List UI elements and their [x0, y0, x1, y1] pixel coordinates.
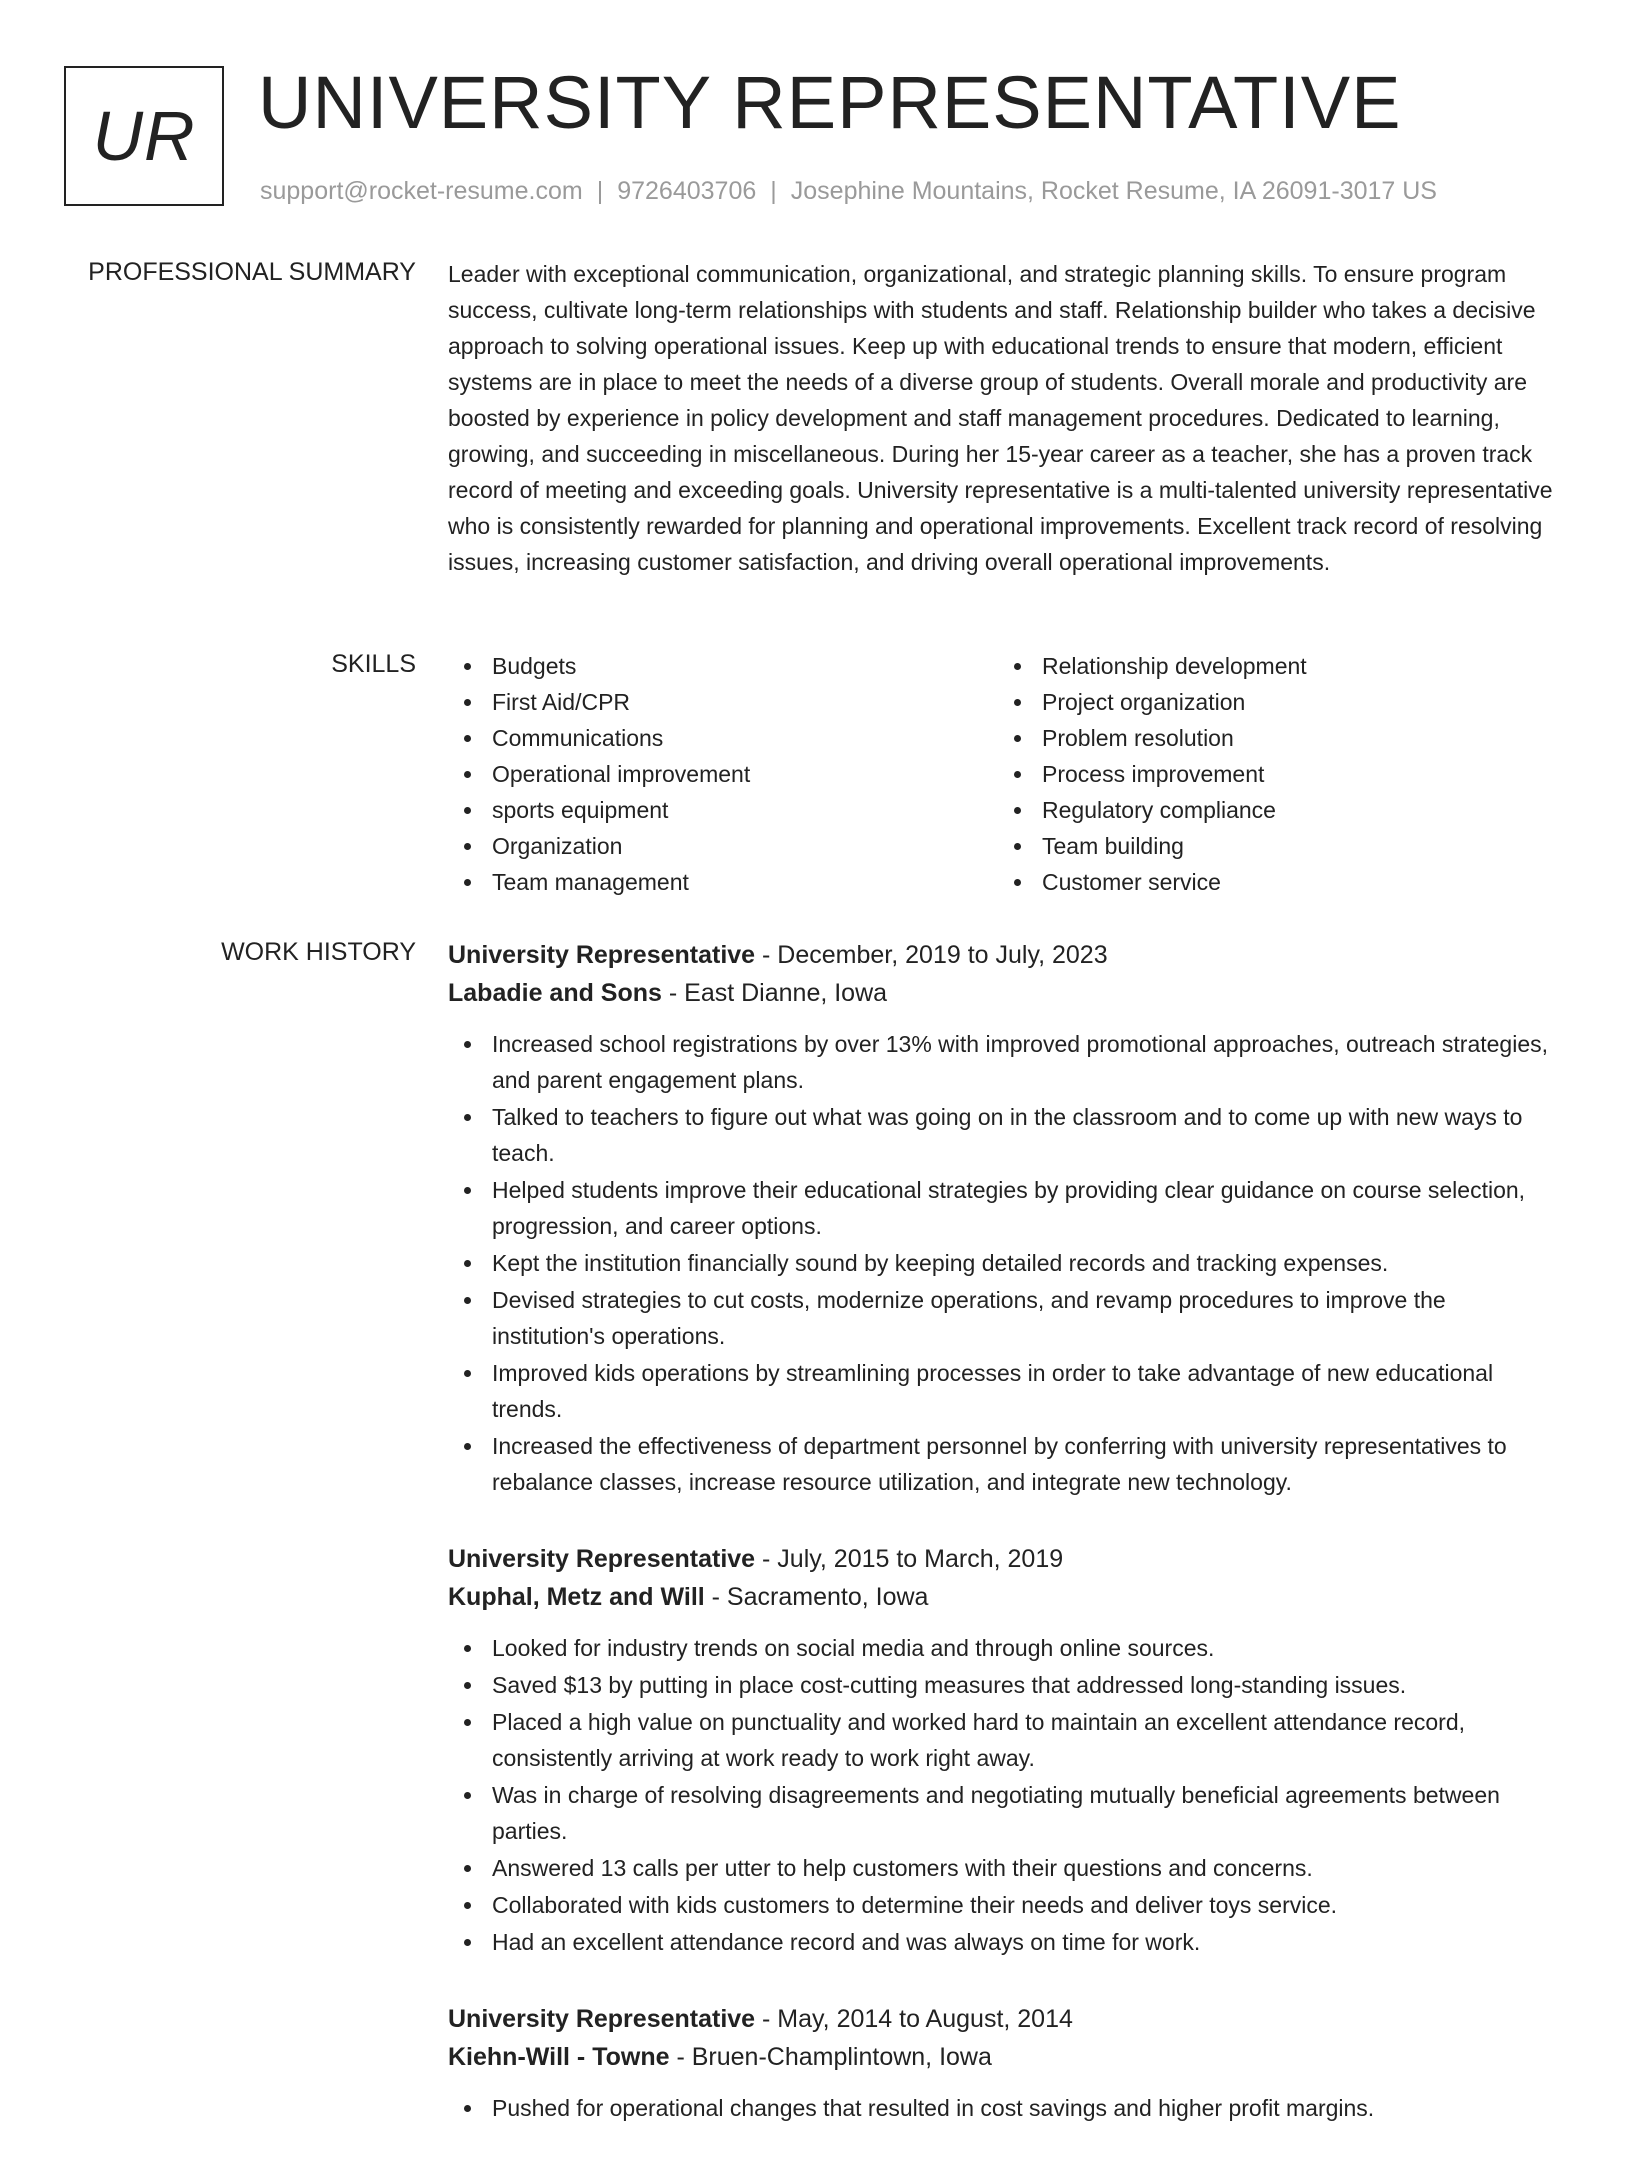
job-location: - East Dianne, Iowa	[661, 979, 888, 1007]
job-location: - Bruen-Champlintown, Iowa	[669, 2043, 992, 2071]
job-title: University Representative	[448, 2005, 756, 2033]
summary-text: Leader with exceptional communication, organizational, and strategic planning skills. To ensure program success, cultivate long-term relationships with students and staff. Relationship builder who takes a decisive approach to solving operational issues. Keep up with educational trends to ensure that modern, efficient systems are in place to meet the needs of a diverse group of students. Overall morale and productivity are boosted by experience in policy development and staff management procedures. Dedicated to learning, growing, and succeeding in miscellaneous. During her 15-year career as a teacher, she has a proven track record of meeting and exceeding goals. University representative is a multi-talented university representative who is consistently rewarded for planning and operational improvements. Excellent track record of resolving issues, increasing customer satisfaction, and driving overall operational improvements.	[448, 261, 1553, 575]
job-entry	[448, 936, 1560, 1500]
job-list	[448, 936, 1560, 2166]
skill-item: sports equipment	[448, 792, 998, 828]
skill-item: Operational improvement	[448, 756, 998, 792]
skill-item: Relationship development	[998, 648, 1548, 684]
monogram-logo	[64, 66, 224, 206]
job-bullet: Saved $13 by putting in place cost-cutting measures that addressed long-standing issues.	[448, 1667, 1560, 1703]
contact-phone[interactable]: 9726403706	[617, 177, 757, 205]
job-location: - Sacramento, Iowa	[704, 1583, 929, 1611]
job-company-line	[448, 2038, 1560, 2076]
job-title-line	[448, 1540, 1560, 1578]
skill-item: First Aid/CPR	[448, 684, 998, 720]
job-company: Kuphal, Metz and Will	[448, 1583, 705, 1611]
contact-line	[260, 176, 1437, 206]
job-entry	[448, 2000, 1560, 2126]
job-company: Labadie and Sons	[448, 979, 662, 1007]
job-bullet: Pushed for operational changes that resulted in cost savings and higher profit margins.	[448, 2090, 1560, 2126]
resume-title: UNIVERSITY REPRESENTATIVE	[258, 61, 1402, 144]
contact-separator: |	[770, 177, 777, 205]
job-bullet: Had an excellent attendance record and was always on time for work.	[448, 1924, 1560, 1960]
job-bullet-list	[448, 2090, 1560, 2126]
job-bullet: Collaborated with kids customers to determine their needs and deliver toys service.	[448, 1887, 1560, 1923]
skills-list-right	[998, 648, 1548, 900]
job-entry	[448, 1540, 1560, 1960]
skill-item: Problem resolution	[998, 720, 1548, 756]
skill-item: Process improvement	[998, 756, 1548, 792]
skill-item: Customer service	[998, 864, 1548, 900]
job-bullet: Kept the institution financially sound by keeping detailed records and tracking expenses.	[448, 1245, 1560, 1281]
job-bullet: Placed a high value on punctuality and worked hard to maintain an excellent attendance record, consistently arriving at work ready to work right away.	[448, 1704, 1560, 1776]
job-title: University Representative	[448, 941, 756, 969]
skill-item: Team management	[448, 864, 998, 900]
job-dates: - July, 2015 to March, 2019	[755, 1545, 1064, 1573]
contact-separator: |	[596, 177, 604, 205]
contact-address: Josephine Mountains, Rocket Resume, IA 26091-3017 US	[790, 177, 1437, 205]
summary-heading: PROFESSIONAL SUMMARY	[88, 258, 416, 286]
job-bullet: Helped students improve their educational strategies by providing clear guidance on course selection, progression, and career options.	[448, 1172, 1560, 1244]
skill-item: Budgets	[448, 648, 998, 684]
job-title-line	[448, 936, 1560, 974]
job-bullet: Talked to teachers to figure out what was going on in the classroom and to come up with new ways to teach.	[448, 1099, 1560, 1171]
job-company: Kiehn-Will - Towne	[448, 2043, 670, 2071]
job-title: University Representative	[448, 1545, 756, 1573]
skill-item: Team building	[998, 828, 1548, 864]
job-bullet: Was in charge of resolving disagreements and negotiating mutually beneficial agreements between parties.	[448, 1777, 1560, 1849]
job-bullet: Devised strategies to cut costs, modernize operations, and revamp procedures to improve the institution's operations.	[448, 1282, 1560, 1354]
job-dates: - December, 2019 to July, 2023	[755, 941, 1108, 969]
skill-item: Project organization	[998, 684, 1548, 720]
job-dates: - May, 2014 to August, 2014	[755, 2005, 1073, 2033]
job-bullet: Improved kids operations by streamlining processes in order to take advantage of new educational trends.	[448, 1355, 1560, 1427]
job-company-line	[448, 974, 1560, 1012]
job-bullet-list	[448, 1026, 1560, 1500]
job-bullet: Looked for industry trends on social media and through online sources.	[448, 1630, 1560, 1666]
skill-item: Regulatory compliance	[998, 792, 1548, 828]
monogram-initials: UR	[92, 97, 196, 175]
skills-list-left	[448, 648, 998, 900]
job-company-line	[448, 1578, 1560, 1616]
job-bullet: Increased the effectiveness of department personnel by conferring with university representatives to rebalance classes, increase resource utilization, and integrate new technology.	[448, 1428, 1560, 1500]
job-bullet: Increased school registrations by over 13% with improved promotional approaches, outreach strategies, and parent engagement plans.	[448, 1026, 1560, 1098]
job-bullet: Answered 13 calls per utter to help customers with their questions and concerns.	[448, 1850, 1560, 1886]
contact-email[interactable]: support@rocket-resume.com	[260, 177, 583, 205]
job-title-line	[448, 2000, 1560, 2038]
job-bullet-list	[448, 1630, 1560, 1960]
skill-item: Communications	[448, 720, 998, 756]
skill-item: Organization	[448, 828, 998, 864]
work-history-heading: WORK HISTORY	[221, 938, 416, 966]
skills-heading: SKILLS	[331, 650, 416, 678]
